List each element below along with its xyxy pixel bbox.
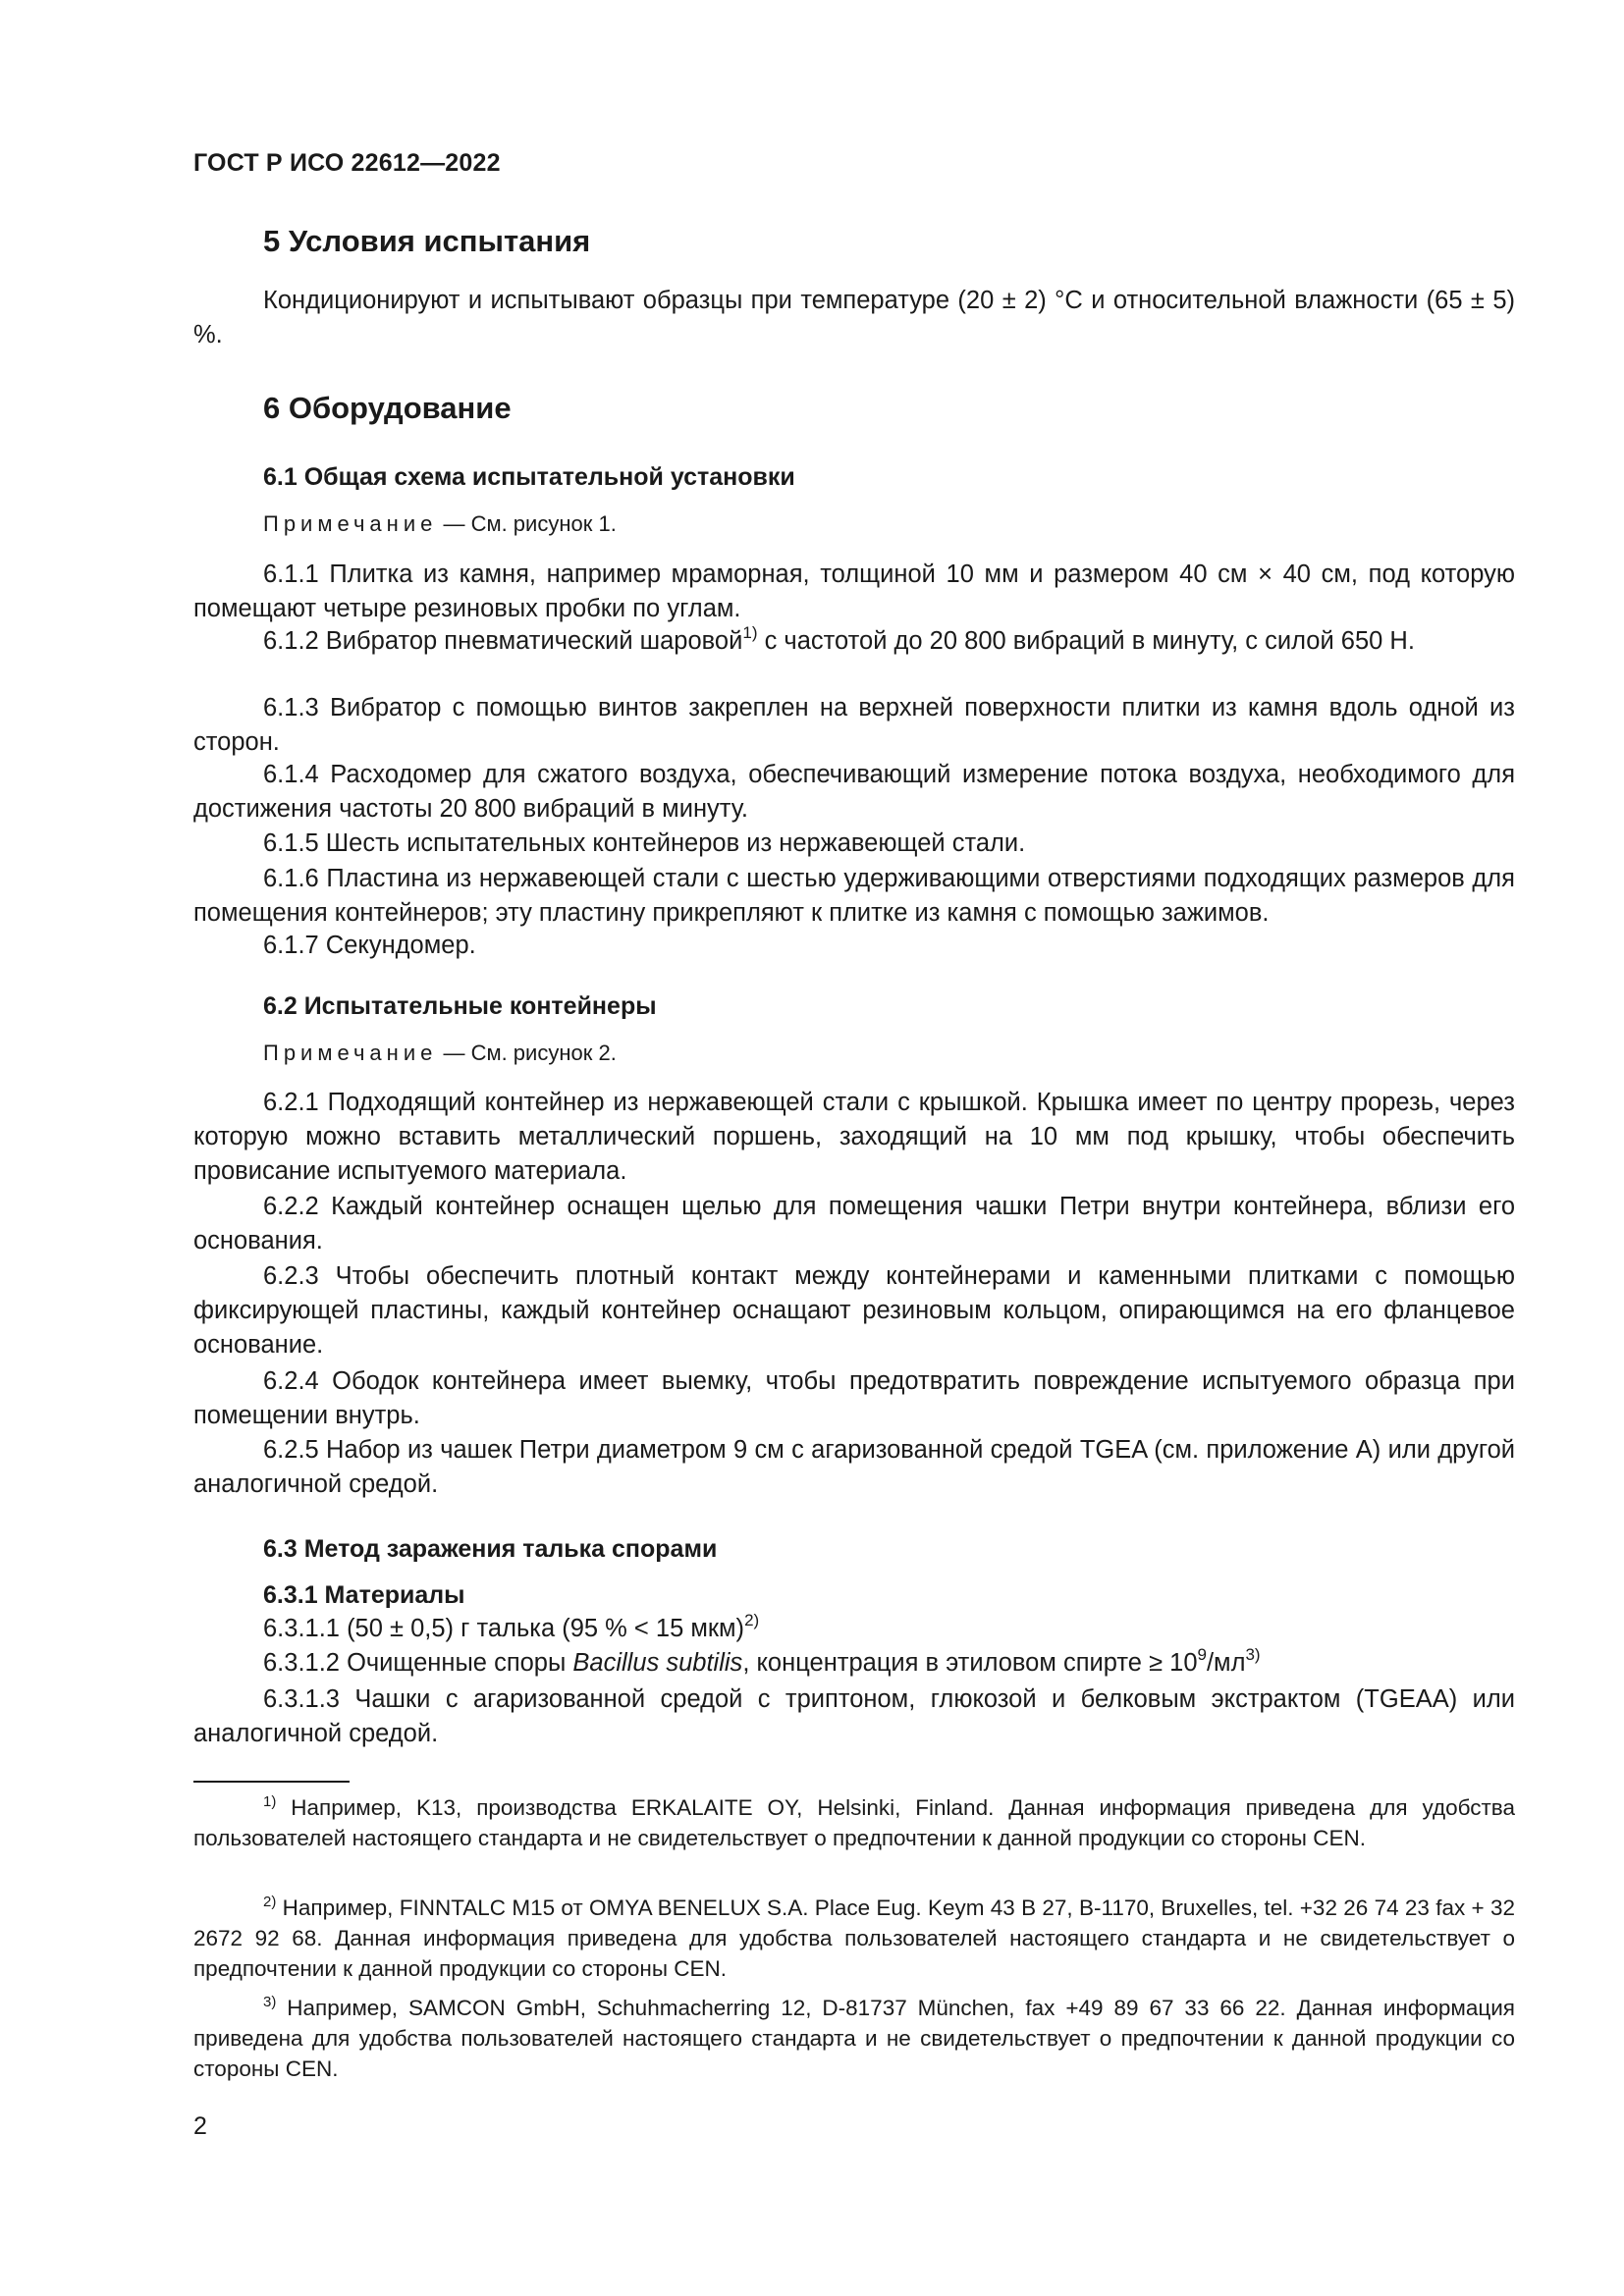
paragraph-text: 6.3.1.2 Очищенные споры xyxy=(263,1649,573,1677)
paragraph-6-3-1-2 xyxy=(193,1646,1515,1681)
paragraph-6-3-1-1 xyxy=(193,1612,1515,1646)
paragraph-6-2-5: 6.2.5 Набор из чашек Петри диаметром 9 см с агаризованной средой TGEA (см. приложение А) или другой аналогичной средой. xyxy=(193,1436,1515,1498)
footnote-3 xyxy=(193,1993,1515,2084)
species-name: Bacillus subtilis xyxy=(572,1649,743,1677)
footnote-text: Например, SAMCON GmbH, Schuhmacherring 12, D-81737 München, fax +49 89 67 33 66 22. Данная информация приведена для удобства пользователей настоящего стандарта и не свидетельствует о предпочтении к данной продукции со стороны CEN. xyxy=(193,1996,1515,2081)
section-5-text: Кондиционируют и испытывают образцы при температуре (20 ± 2) °С и относительной влажности (65 ± 5) %. xyxy=(193,287,1515,348)
paragraph-6-1-6: 6.1.6 Пластина из нержавеющей стали с шестью удерживающими отверстиями подходящих размеров для помещения контейнеров; эту пластину прикрепляют к плитке из камня с помощью зажимов. xyxy=(193,865,1515,927)
footnote-separator xyxy=(193,1781,350,1783)
note-text: — См. рисунок 2. xyxy=(437,1041,617,1065)
footnote-mark: 3) xyxy=(263,1994,277,2010)
paragraph-6-3-1-3: 6.3.1.3 Чашки с агаризованной средой с триптоном, глюкозой и белковым экстрактом (TGEAA) или аналогичной средой. xyxy=(193,1685,1515,1747)
paragraph-6-1-5: 6.1.5 Шесть испытательных контейнеров из нержавеющей стали. xyxy=(263,829,1026,857)
exponent: 9 xyxy=(1197,1645,1207,1664)
footnote-ref-2: 2) xyxy=(744,1611,760,1629)
footnote-ref-3: 3) xyxy=(1245,1645,1261,1664)
paragraph-6-2-4: 6.2.4 Ободок контейнера имеет выемку, чтобы предотвратить повреждение испытуемого образца при помещении внутрь. xyxy=(193,1367,1515,1429)
footnote-mark: 2) xyxy=(263,1894,277,1910)
section-6-2-title: 6.2 Испытательные контейнеры xyxy=(263,992,657,1020)
section-6-1-title: 6.1 Общая схема испытательной установки xyxy=(263,463,795,491)
note-label: Примечание xyxy=(263,1041,438,1065)
paragraph-6-2-3: 6.2.3 Чтобы обеспечить плотный контакт между контейнерами и каменными плитками с помощью фиксирующей пластины, каждый контейнер оснащают резиновым кольцом, опирающимся на его фланцевое основание. xyxy=(193,1262,1515,1359)
note-label: Примечание xyxy=(263,511,438,536)
paragraph-6-2-1: 6.2.1 Подходящий контейнер из нержавеющей стали с крышкой. Крышка имеет по центру прорезь, через которую можно вставить металлический поршень, заходящий на 10 мм под крышку, чтобы обеспечить провисание испытуемого материала. xyxy=(193,1089,1515,1185)
paragraph-text: 6.3.1.1 (50 ± 0,5) г талька (95 % < 15 мкм) xyxy=(263,1615,745,1642)
paragraph-text: 6.1.2 Вибратор пневматический шаровой xyxy=(263,627,743,655)
section-6-3-1-title: 6.3.1 Материалы xyxy=(263,1581,465,1609)
section-6-3-title: 6.3 Метод заражения талька спорами xyxy=(263,1535,718,1563)
document-id: ГОСТ Р ИСО 22612—2022 xyxy=(193,149,501,177)
paragraph-6-1-1: 6.1.1 Плитка из камня, например мраморная, толщиной 10 мм и размером 40 см × 40 см, под которую помещают четыре резиновых пробки по углам. xyxy=(193,561,1515,622)
note-6-1 xyxy=(263,511,617,537)
footnote-mark: 1) xyxy=(263,1793,277,1810)
page-number: 2 xyxy=(193,2112,207,2140)
paragraph-6-2-2: 6.2.2 Каждый контейнер оснащен щелью для помещения чашки Петри внутри контейнера, вблизи его основания. xyxy=(193,1193,1515,1255)
paragraph-text: /мл xyxy=(1206,1649,1246,1677)
note-6-2 xyxy=(263,1041,617,1066)
footnote-2 xyxy=(193,1893,1515,1984)
paragraph-6-1-2 xyxy=(193,624,1515,659)
footnote-text: Например, K13, производства ERKALAITE OY, Helsinki, Finland. Данная информация приведена для удобства пользователей настоящего стандарта и не свидетельствует о предпочтении к данной продукции со стороны CEN. xyxy=(193,1795,1515,1850)
section-5-title: 5 Условия испытания xyxy=(263,224,591,258)
paragraph-6-1-7: 6.1.7 Секундомер. xyxy=(263,932,476,959)
section-6-title: 6 Оборудование xyxy=(263,391,512,425)
footnote-ref-1: 1) xyxy=(742,623,758,642)
paragraph-text: , концентрация в этиловом спирте ≥ 10 xyxy=(742,1649,1198,1677)
footnote-text: Например, FINNTALC M15 от OMYA BENELUX S.A. Place Eug. Keym 43 B 27, B-1170, Bruxelles, tel. +32 26 74 23 fax + 32 2672 92 68. Данная информация приведена для удобства пользователей настоящего стандарта и не свидетельствует о предпочтении к данной продукции со стороны CEN. xyxy=(193,1896,1515,1981)
paragraph-6-1-3: 6.1.3 Вибратор с помощью винтов закреплен на верхней поверхности плитки из камня вдоль одной из сторон. xyxy=(193,694,1515,756)
note-text: — См. рисунок 1. xyxy=(437,511,617,536)
paragraph-6-1-4: 6.1.4 Расходомер для сжатого воздуха, обеспечивающий измерение потока воздуха, необходимого для достижения частоты 20 800 вибраций в минуту. xyxy=(193,761,1515,823)
paragraph-text: с частотой до 20 800 вибраций в минуту, с силой 650 Н. xyxy=(757,627,1415,655)
footnote-1 xyxy=(193,1792,1515,1853)
